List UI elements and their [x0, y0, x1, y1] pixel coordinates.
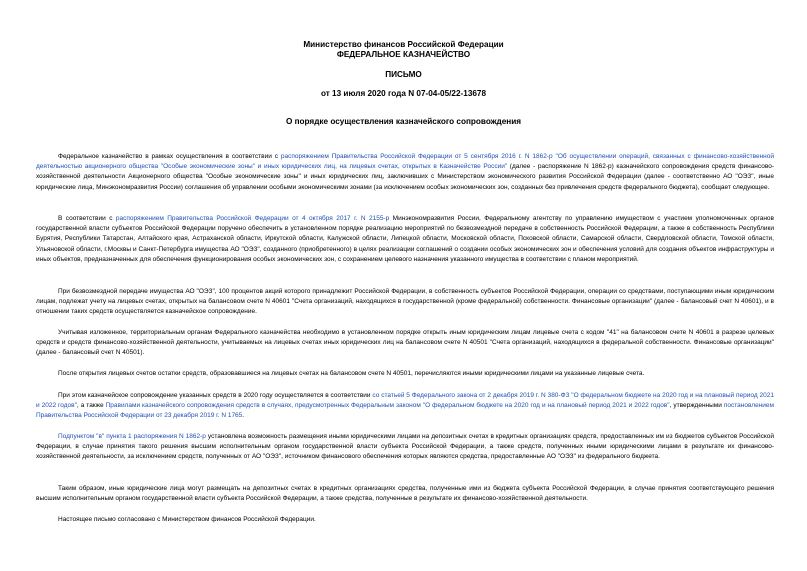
paragraph-7-text: установлена возможность размещения иными юридическими лицами на депозитных счетах в кредитных организациях средств, предоставленных им из бюджетов субъектов Российской Федерации, в случае принятия такого решения высшим исполнительным органом государственной власти субъекта Российской Федерации, а также средств, полученных иными юридическими лицами в результате их финансово-хозяйственной деятельности, за исключением средств, полученных от АО "ОЭЗ", источником финансового обеспечения которых являются средства, предоставленные АО "ОЭЗ" из федерального бюджета.: [36, 433, 775, 461]
link-law-380fz[interactable]: со статьей 5 Федерального закона от 2 декабря 2019 г. N 380-ФЗ "О федеральном бюджете на 2020 год и на плановый период 2021 и 2022 годов": [36, 392, 774, 410]
link-order-2155r[interactable]: распоряжением Правительства Российской Федерации от 4 октября 2017 г. N 2155-р: [115, 215, 390, 222]
link-resolution-1765[interactable]: постановлением Правительства Российской Федерации от 23 декабря 2019 г. N 1765: [36, 402, 775, 420]
link-subparagraph-v[interactable]: Подпунктом "в" пункта 1 распоряжения N 1862-р: [58, 433, 206, 440]
paragraph-3: [36, 287, 774, 318]
paragraph-1: [36, 152, 774, 193]
document-date-number: от 13 июля 2020 года N 07-04-05/22-13678: [320, 89, 487, 98]
paragraph-2: [36, 214, 774, 265]
paragraph-9-text: Настоящее письмо согласовано с Министерством финансов Российской Федерации.: [58, 516, 316, 523]
paragraph-2-text-a: В соответствии с: [58, 215, 116, 222]
link-order-1862r[interactable]: распоряжением Правительства Российской Федерации от 5 сентября 2016 г. N 1862-р "Об осуществлении операций, связанных с финансово-хозяйственной деятельностью акционерного общества "Особые экономические зоны" и иных юридических лиц, на лицевых счетах, открытых в Казначействе России": [36, 153, 774, 171]
paragraph-7: [36, 432, 774, 463]
paragraph-5: [36, 369, 774, 379]
ministry-name: Министерство финансов Российской Федерации: [303, 40, 504, 49]
paragraph-6-text-b: , а также: [76, 402, 106, 410]
paragraph-8-text: Таким образом, иные юридические лица могут размещать на депозитных счетах в кредитных организациях средства, полученные ими из бюджета субъекта Российской Федерации, в случае принятия соответствующего решения высшим исполнительным органом государственной власти субъекта Российской Федерации, а также средства, полученные в результате их финансово-хозяйственной деятельности.: [36, 485, 774, 503]
paragraph-1-text-a: Федеральное казначейство в рамках осуществления в соответствии с: [58, 153, 281, 160]
paragraph-4-text: Учитывая изложенное, территориальным органам Федерального казначейства необходимо в установленном порядке открыть иным юридическим лицам лицевые счета с кодом "41" на балансовом счете N 40601 в разрезе целевых средств и средств финансово-хозяйственной деятельности, учитываемых на лицевых счетах иных юридических лиц на балансовом счете N 40501 "Счета организаций, находящихся в федеральной собственности. Финансовые организации" (далее - балансовый счет N 40501).: [36, 329, 774, 357]
paragraph-1-text-b: (далее - распоряжение N 1862-р) казначейского сопровождения средств финансово-хозяйственной деятельности Акционерного общества "Особые экономические зоны" и иных юридических лиц, заключивших с Министерством экономического развития Российской Федерации (далее - соответственно АО "ОЭЗ", иные юридические лица, Минэкономразвития России) соглашения об управлении особыми экономическими зонами (за исключением особых экономических зон, созданных без привлечения средств федерального бюджета), сообщает следующее.: [36, 163, 774, 191]
paragraph-6: [36, 391, 774, 422]
document-subject: О порядке осуществления казначейского сопровождения: [285, 117, 522, 126]
paragraph-8: [36, 484, 774, 504]
paragraph-6-text-d: .: [242, 412, 245, 420]
paragraph-9: [36, 515, 774, 525]
document-type: ПИСЬМО: [385, 70, 422, 79]
paragraph-4: [36, 328, 774, 359]
link-treasury-rules[interactable]: Правилами казначейского сопровождения средств в случаях, предусмотренных Федеральным законом "О федеральном бюджете на 2020 год и на плановый период 2021 и 2022 годов": [105, 402, 670, 410]
paragraph-3-text: При безвозмездной передаче имущества АО "ОЭЗ", 100 процентов акций которого принадлежит Российской Федерации, в собственность субъектов Российской Федерации, операции со средствами, поступающими иным юридическим лицам, подлежат учету на лицевых счетах, открытых на балансовом счете N 40601 "Счета организаций, находящихся в государственной (кроме федеральной) собственности. Финансовые организации" (далее - балансовый счет N 40601), и в отношении таких средств осуществляется казначейское сопровождение.: [36, 288, 774, 316]
paragraph-2-text-b: Минэкономразвития России, Федеральному агентству по управлению имуществом с участием уполномоченных органов государственной власти субъектов Российской Федерации поручено обеспечить в установленном порядке реализацию мероприятий по безвозмездной передаче в собственность Российской Федерации, а также в собственность Республики Бурятия, Республики Татарстан, Алтайского края, Астраханской области, Иркутской области, Калужской области, Липецкой области, Московской области, Псковской области, Самарской области, Свердловской области, Томской области, Ульяновской области, г.Москвы и Санкт-Петербурга имущества АО "ОЭЗ", созданного (приобретенного) в целях реализации соглашений о создании особых экономических зон и обеспечения условий для создания объектов инфраструктуры и иных объектов, предназначенных для обеспечения функционирования особых экономических зон, с сохранением целевого назначения указанного имущества в соответствии с планом мероприятий.: [36, 215, 775, 263]
treasury-name: ФЕДЕРАЛЬНОЕ КАЗНАЧЕЙСТВО: [336, 50, 471, 59]
paragraph-5-text: После открытия лицевых счетов остатки средств, образовавшиеся на лицевых счетах на балансовом счете N 40501, перечисляются иными юридическими лицами на указанные лицевые счета.: [58, 370, 645, 377]
paragraph-6-text-a: При этом казначейское сопровождение указанных средств в 2020 году осуществляется в соответствии: [58, 392, 373, 399]
paragraph-6-text-c: , утвержденными: [669, 402, 724, 410]
